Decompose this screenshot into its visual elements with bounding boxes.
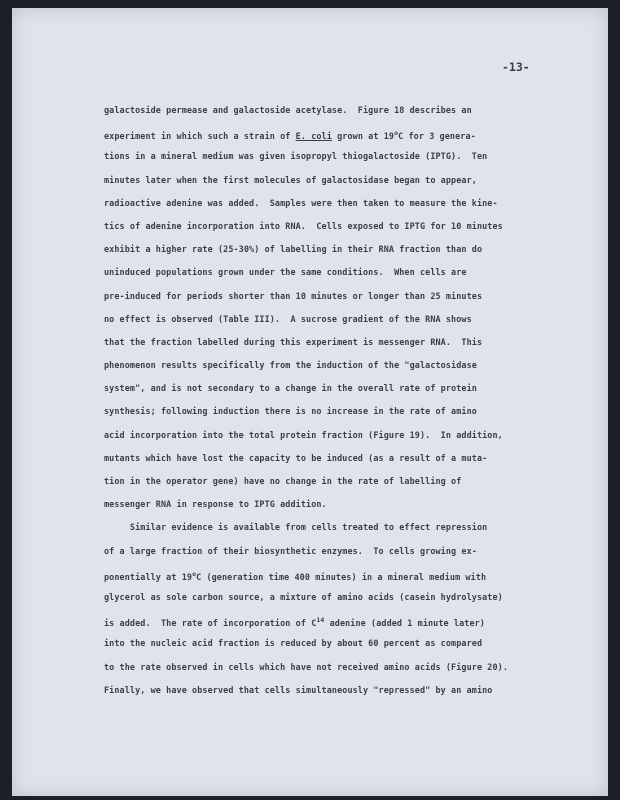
paragraph-1 — [104, 99, 574, 516]
text-line: phenomenon results specifically from the induction of the "galactosidase — [104, 360, 477, 371]
text-line: tion in the operator gene) have no change in the rate of labelling of — [104, 476, 462, 486]
text-line: tions in a mineral medium was given isopropyl thiogalactoside (IPTG). Ten — [104, 151, 488, 162]
text-line: glycerol as sole carbon source, a mixture of amino acids (casein hydrolysate) — [104, 591, 503, 602]
text-line: system", and is not secondary to a change in the overall rate of protein — [104, 383, 477, 394]
typed-text-body — [104, 99, 574, 702]
text-line: of a large fraction of their biosynthetic enzymes. To cells growing ex- — [104, 545, 477, 556]
text-line: messenger RNA in response to IPTG addition. — [104, 499, 327, 510]
text-line: that the fraction labelled during this experiment is messenger RNA. This — [104, 336, 483, 347]
text-line: is added. The rate of incorporation of $C^{14}$ adenine (added 1 minute later) — [104, 616, 485, 629]
text-line: uninduced populations grown under the same conditions. When cells are — [104, 267, 467, 278]
text-line: exhibit a higher rate (25-30%) of labelling in their RNA fraction than do — [104, 244, 483, 255]
text-line: mutants which have lost the capacity to be induced (as a result of a muta- — [104, 452, 488, 463]
text-line: Finally, we have observed that cells simultaneously "repressed" by an amino — [104, 684, 493, 695]
text-line: minutes later when the first molecules of galactosidase began to appear, — [104, 174, 477, 185]
species-name: E. coli — [295, 131, 332, 142]
degree-mark: o — [192, 569, 197, 578]
text-line: to the rate observed in cells which have not received amino acids (Figure 20). — [104, 661, 509, 672]
text-line: synthesis; following induction there is no increase in the rate of amino — [104, 406, 477, 417]
text-line: experiment in which such a strain of E. coli grown at 19$^o$C for 3 genera- — [104, 129, 476, 142]
text-line: no effect is observed (Table III). A sucrose gradient of the RNA shows — [104, 313, 472, 324]
paper-sheet — [12, 8, 608, 796]
text-line: radioactive adenine was added. Samples were then taken to measure the kine- — [104, 197, 498, 208]
degree-mark: o — [394, 129, 399, 138]
text-line: ponentially at 19$^o$C (generation time 400 minutes) in a mineral medium with — [104, 569, 487, 582]
text-line: into the nucleic acid fraction is reduced by about 60 percent as compared — [104, 638, 483, 649]
page-number: -13- — [502, 60, 530, 74]
paragraph-2 — [104, 516, 574, 702]
isotope-superscript: 14 — [316, 616, 325, 625]
text-line: Similar evidence is available from cells treated to effect repression — [104, 522, 488, 533]
text-line: acid incorporation into the total protein fraction (Figure 19). In addition, — [104, 429, 503, 440]
text-line: pre-induced for periods shorter than 10 minutes or longer than 25 minutes — [104, 290, 483, 301]
text-line: galactoside permease and galactoside acetylase. Figure 18 describes an — [104, 105, 472, 115]
text-line: tics of adenine incorporation into RNA. Cells exposed to IPTG for 10 minutes — [104, 220, 503, 231]
